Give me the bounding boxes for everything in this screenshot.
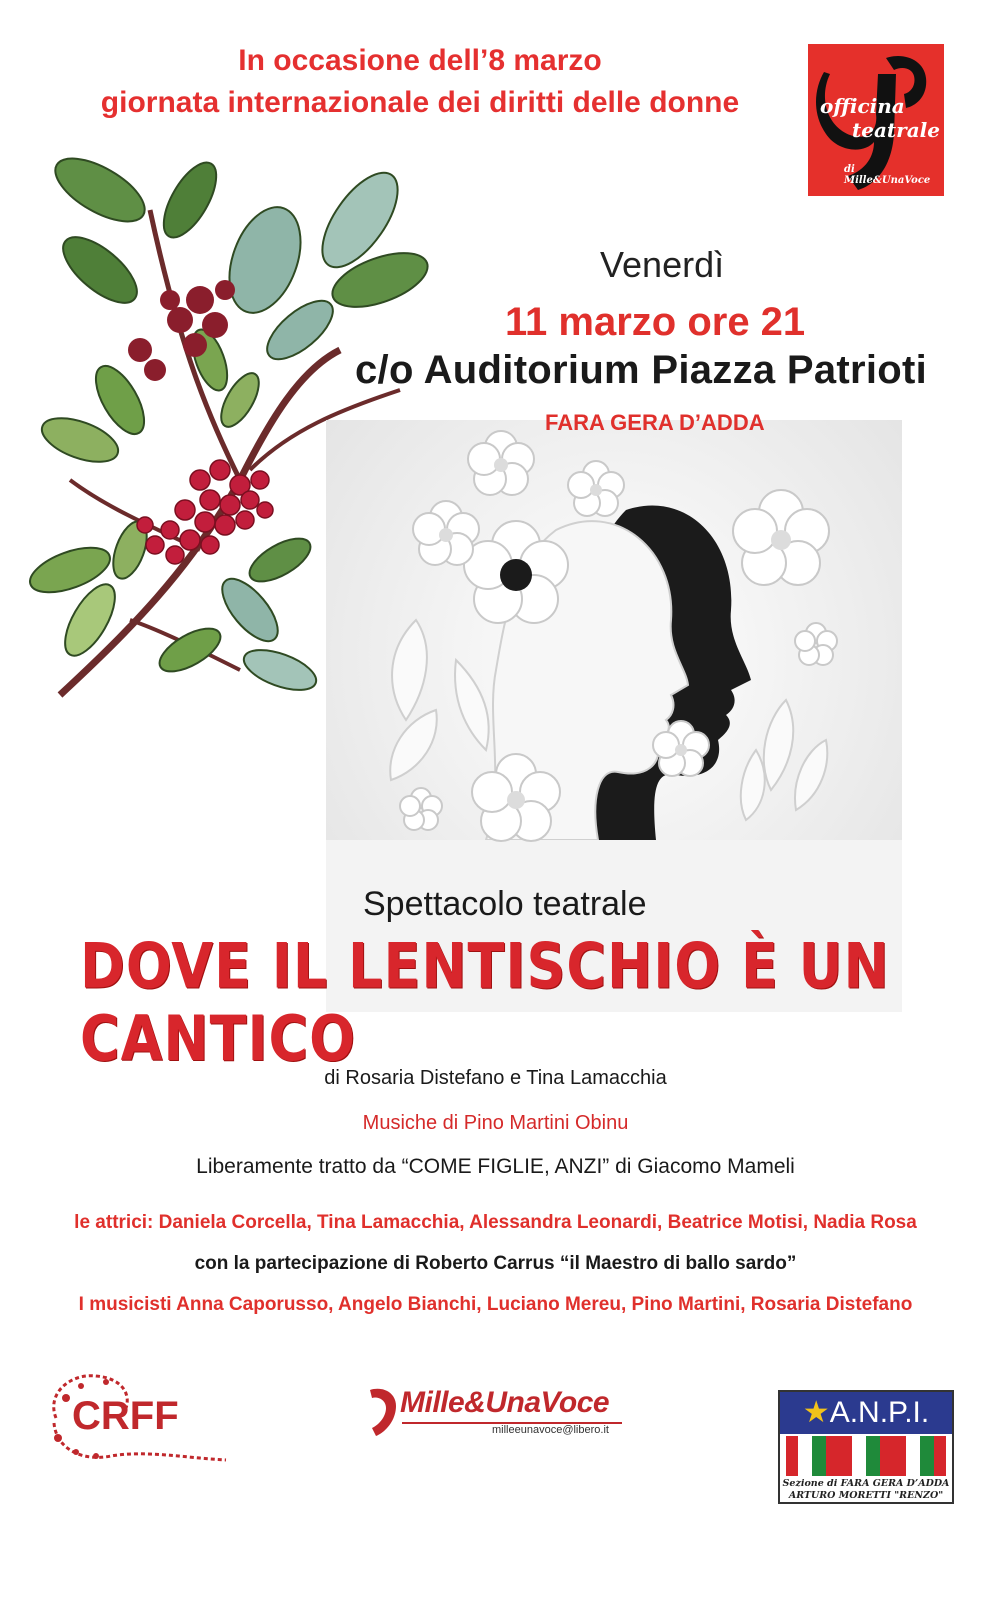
header-line-2: giornata internazionale dei diritti delle donne bbox=[100, 86, 740, 119]
show-subtitle: Spettacolo teatrale bbox=[363, 885, 647, 923]
crff-text: CRFF bbox=[72, 1394, 179, 1438]
crff-logo bbox=[36, 1368, 236, 1464]
event-city: FARA GERA D’ADDA bbox=[545, 410, 765, 435]
credit-music: Musiche di Pino Martini Obinu bbox=[362, 1112, 629, 1134]
mille-name: Mille&UnaVoce bbox=[400, 1386, 610, 1419]
mille-mask-icon bbox=[362, 1384, 402, 1440]
event-day-of-week: Venerdì bbox=[600, 244, 725, 285]
anpi-dedication: ARTURO MORETTI "RENZO" bbox=[788, 1490, 944, 1501]
header-line-1: In occasione dell’8 marzo bbox=[238, 44, 602, 77]
event-venue: c/o Auditorium Piazza Patrioti bbox=[355, 348, 928, 392]
anpi-flag-stripes bbox=[786, 1436, 946, 1476]
star-icon: ★ bbox=[802, 1396, 830, 1429]
officina-text-3: di Mille&UnaVoce bbox=[844, 164, 931, 186]
credit-source: Liberamente tratto da “COME FIGLIE, ANZI” di Giacomo Mameli bbox=[196, 1155, 795, 1178]
anpi-header bbox=[780, 1392, 952, 1434]
credit-guest: con la partecipazione di Roberto Carrus “il Maestro di ballo sardo” bbox=[194, 1253, 797, 1274]
anpi-section: Sezione di FARA GERA D’ADDA bbox=[782, 1478, 950, 1489]
show-title: DOVE IL LENTISCHIO È UN CANTICO bbox=[80, 930, 890, 1075]
mille-email: milleeunavoce@libero.it bbox=[492, 1424, 609, 1436]
officina-text-1: officina bbox=[820, 94, 905, 118]
anpi-logo bbox=[778, 1390, 954, 1504]
event-date-time: 11 marzo ore 21 bbox=[505, 300, 806, 344]
credit-cast: le attrici: Daniela Corcella, Tina Lamacchia, Alessandra Leonardi, Beatrice Motisi, Nadia Rosa bbox=[74, 1212, 917, 1233]
credit-musicians: I musicisti Anna Caporusso, Angelo Bianchi, Luciano Mereu, Pino Martini, Rosaria Distefano bbox=[78, 1294, 913, 1315]
anpi-name: A.N.P.I. bbox=[829, 1396, 930, 1429]
credit-authors: di Rosaria Distefano e Tina Lamacchia bbox=[324, 1067, 667, 1089]
officina-text-2: teatrale bbox=[852, 118, 940, 142]
officina-teatrale-logo bbox=[808, 44, 944, 196]
mille-una-voce-logo bbox=[362, 1384, 632, 1444]
